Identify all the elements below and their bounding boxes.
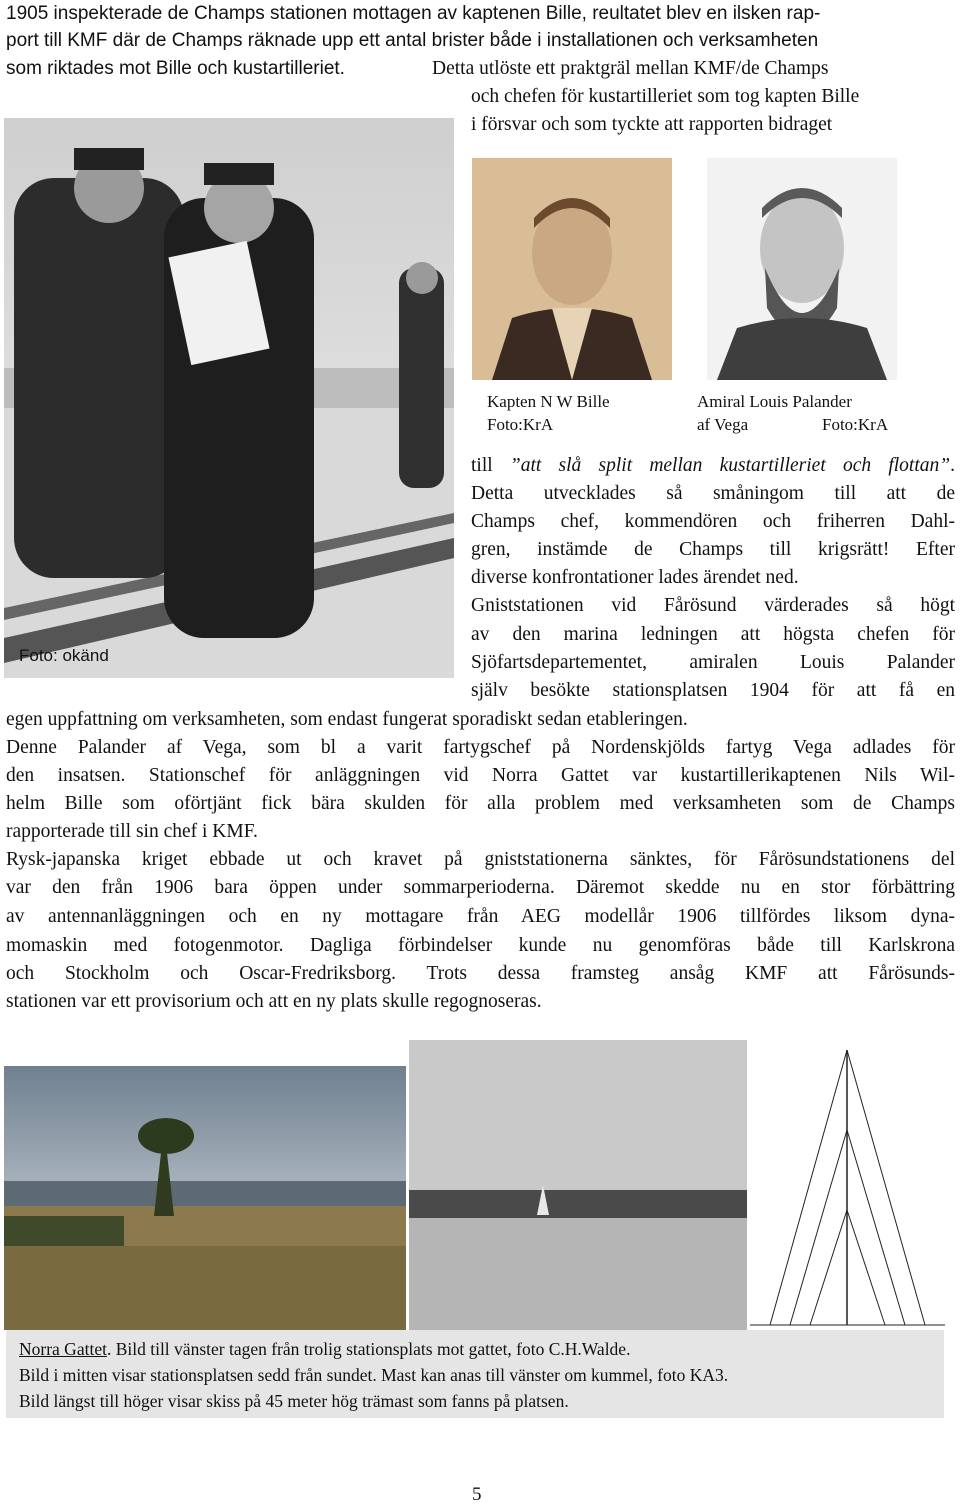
right-col-line-4: gren, instämde de Champs till krigsrätt! Efter (471, 539, 955, 560)
right-col-line-1: till ”att slå split mellan kustartilleriet och flottan”. (471, 455, 955, 476)
right-col-line-6: Gniststationen vid Fårösund värderades så högt (471, 595, 955, 616)
right-col-line-9: själv besökte stationsplatsen 1904 för att få en (471, 680, 955, 701)
sketch-tramast (750, 1040, 945, 1330)
body-line-9: momaskin med fotogenmotor. Dagliga förbindelser kunde nu genomföras både till Karlskrona (6, 935, 955, 956)
sundet-illustration (409, 1040, 747, 1330)
body-line-7: var den från 1906 bara öppen under sommarperioderna. Däremot skedde nu en stor förbättring (6, 877, 955, 898)
portrait-bille (472, 158, 672, 380)
photo-stationsplats-sundet (409, 1040, 747, 1330)
palander-name: Amiral Louis Palander (697, 392, 852, 411)
intro-line-1: 1905 inspekterade de Champs stationen mottagen av kaptenen Bille, reultatet blev en ilsken rap- (6, 3, 821, 24)
body-line-5: rapporterade till sin chef i KMF. (6, 821, 258, 842)
body-line-2: Denne Palander af Vega, som bl a varit fartygschef på Nordenskjölds fartyg Vega adlades för (6, 737, 955, 758)
body-line-10: och Stockholm och Oscar-Fredriksborg. Trots dessa framsteg ansåg KMF att Fårösunds- (6, 963, 955, 984)
page-number: 5 (472, 1484, 482, 1505)
palander-credit: Foto:KrA (822, 415, 889, 434)
bille-credit: Foto:KrA (487, 415, 554, 434)
caption-line-1: Norra Gattet. Bild till vänster tagen från trolig stationsplats mot gattet, foto C.H.Walde. (19, 1339, 631, 1359)
caption-line-3: Bild längst till höger visar skiss på 45 meter hög trämast som fanns på platsen. (19, 1391, 569, 1411)
portrait-palander (707, 158, 897, 380)
right-col-line-3: Champs chef, kommendören och friherren Dahl- (471, 511, 955, 532)
portrait-palander-illustration (707, 158, 897, 380)
body-line-11: stationen var ett provisorium och att en ny plats skulle regognoseras. (6, 991, 542, 1012)
caption-title: Norra Gattet (19, 1339, 107, 1359)
body-line-6: Rysk-japanska kriget ebbade ut och kravet på gniststationerna sänktes, för Fårösundstationens del (6, 849, 955, 870)
bille-name: Kapten N W Bille (487, 392, 610, 411)
mast-sketch-illustration (750, 1040, 945, 1330)
portrait-bille-illustration (472, 158, 672, 380)
right-col-line-2: Detta utvecklades så småningom till att de (471, 483, 955, 504)
palander-sub: af Vega (697, 415, 749, 434)
right-col-line-7: av den marina ledningen att högsta chefen för (471, 624, 955, 645)
intro-line-3b: Detta utlöste ett praktgräl mellan KMF/de Champs (432, 58, 829, 79)
body-line-1: egen uppfattning om verksamheten, som endast fungerat sporadiskt sedan etableringen. (6, 709, 688, 730)
intro-line-3a: som riktades mot Bille och kustartilleriet. (6, 58, 345, 79)
body-line-4: helm Bille som oförtjänt fick bära skulden för alla problem med verksamheten som de Champs (6, 793, 955, 814)
intro-line-2: port till KMF där de Champs räknade upp ett antal brister både i installationen och verksamheten (6, 30, 819, 51)
group-photo (4, 118, 454, 678)
caption-line-2: Bild i mitten visar stationsplatsen sedd från sundet. Mast kan anas till vänster om kummel, foto KA3. (19, 1365, 729, 1385)
intro-line-5: i försvar och som tyckte att rapporten bidraget (471, 114, 833, 135)
photo-norra-gattet-landscape (4, 1066, 406, 1330)
body-line-3: den insatsen. Stationschef för anläggningen vid Norra Gattet var kustartillerikaptenen Nils Wil- (6, 765, 955, 786)
right-col-line-8: Sjöfartsdepartementet, amiralen Louis Palander (471, 652, 955, 673)
group-photo-credit: Foto: okänd (19, 646, 109, 665)
landscape-illustration (4, 1066, 406, 1330)
photo-caption-box (6, 1330, 944, 1418)
right-col-line-5: diverse konfrontationer lades ärendet ned. (471, 567, 799, 588)
intro-line-4: och chefen för kustartilleriet som tog kapten Bille (471, 86, 860, 107)
body-line-8: av antennanläggningen och en ny mottagare från AEG modellår 1906 tillfördes liksom dyna- (6, 906, 955, 927)
group-photo-illustration (4, 118, 454, 678)
